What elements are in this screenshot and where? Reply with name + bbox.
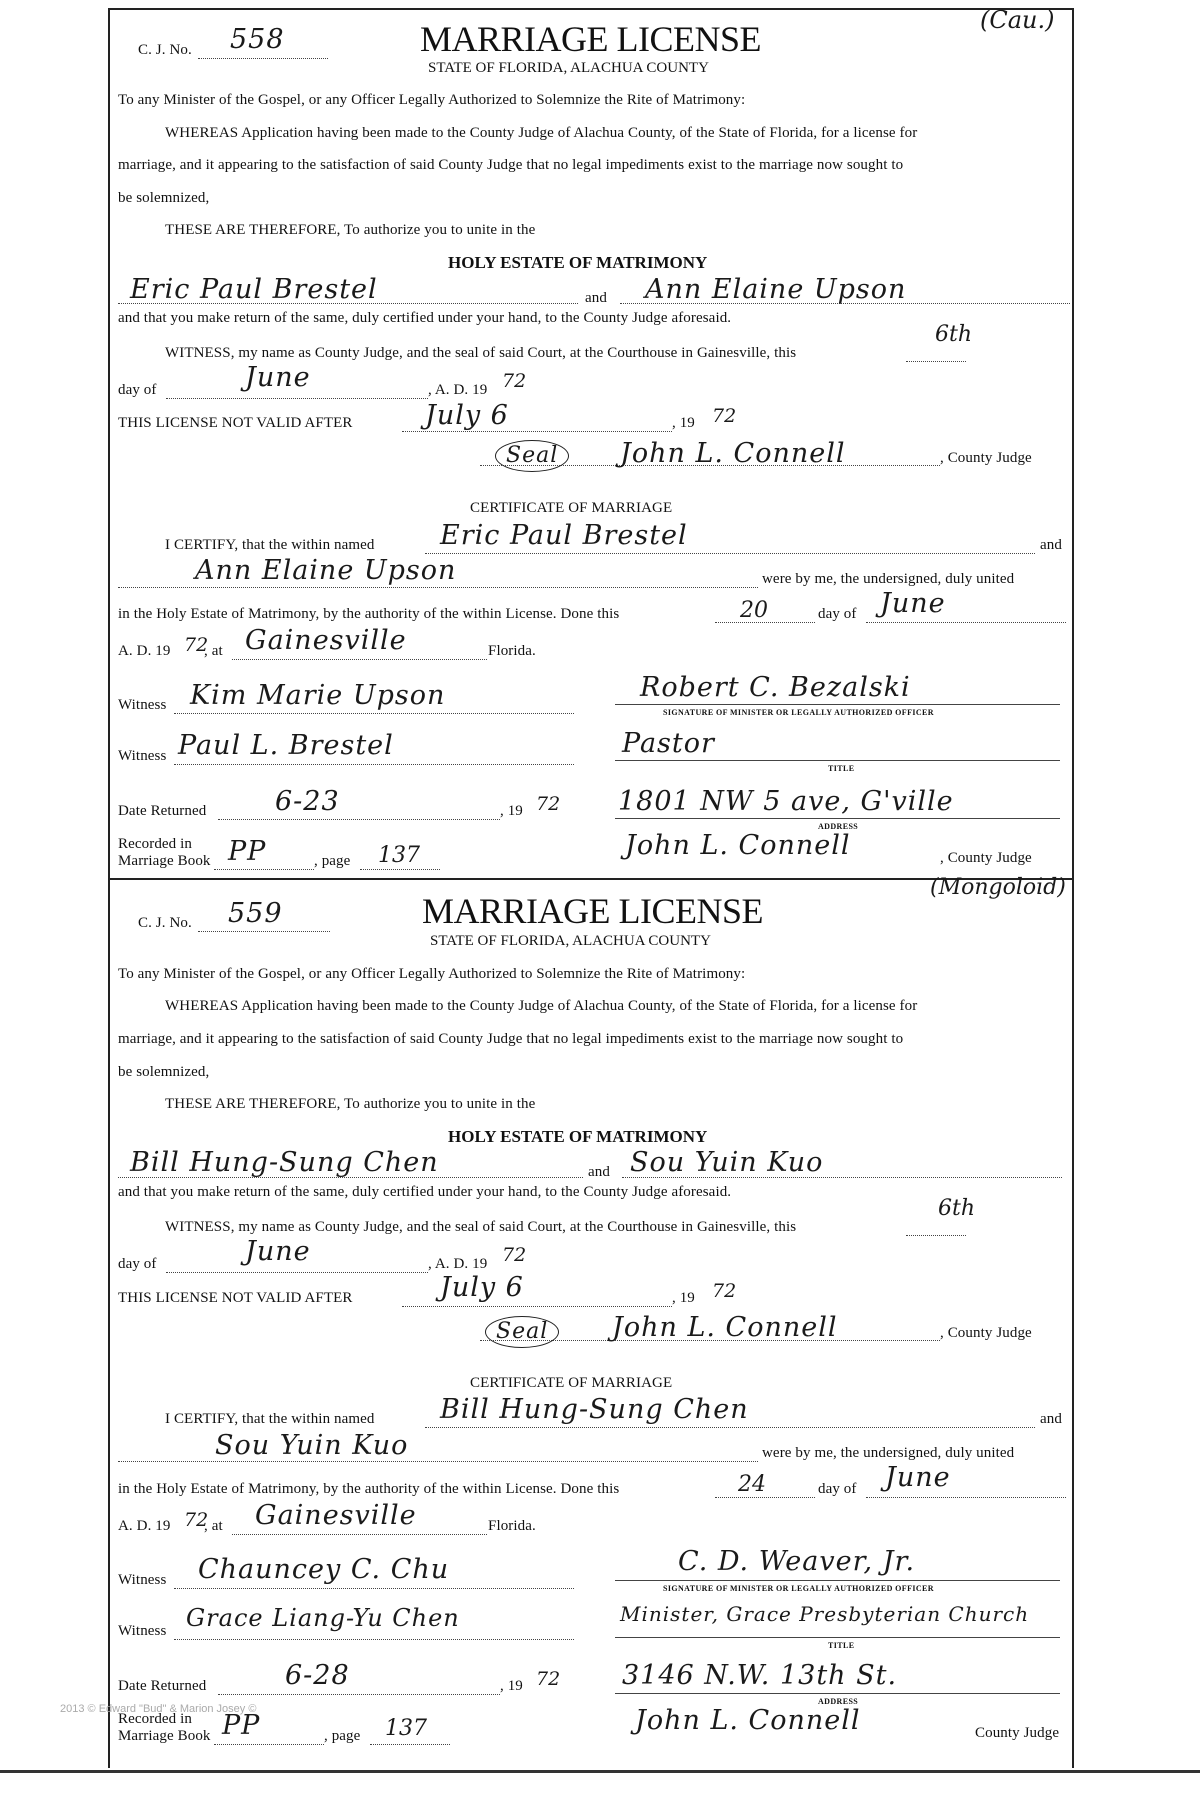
license-subtitle: STATE OF FLORIDA, ALACHUA COUNTY	[428, 60, 709, 76]
florida-label: Florida.	[488, 1518, 536, 1534]
page-line	[360, 869, 440, 870]
expire-year-label: , 19	[672, 415, 695, 431]
place-line	[232, 659, 487, 660]
witness-label-2: Witness	[118, 1623, 167, 1639]
done-month-line	[866, 1497, 1066, 1498]
expire-line	[402, 1306, 672, 1307]
cert-groom: Bill Hung-Sung Chen	[440, 1394, 749, 1425]
witness-label-2: Witness	[118, 748, 167, 764]
officer-address: 1801 NW 5 ave, G'ville	[618, 786, 954, 817]
cj-number: 558	[230, 24, 285, 55]
witness2-line	[174, 1639, 574, 1640]
officer-title: Minister, Grace Presbyterian Church	[620, 1602, 1030, 1626]
day-of-label-2: day of	[818, 1481, 857, 1497]
done-month-line	[866, 622, 1066, 623]
whereas-line-3: be solemnized,	[118, 1064, 210, 1080]
witness-label-1: Witness	[118, 1572, 167, 1588]
whereas-line-2: marriage, and it appearing to the satisfaction of said County Judge that no legal impediments exist to the marriage now sought to	[118, 157, 904, 173]
witness-2: Grace Liang-Yu Chen	[186, 1604, 460, 1632]
cert-bride: Sou Yuin Kuo	[215, 1430, 409, 1461]
issue-day: 6th	[938, 1196, 976, 1221]
issue-year: 72	[502, 1244, 527, 1266]
marriage-book-label: Marriage Book	[118, 1728, 211, 1744]
certify-text: I CERTIFY, that the within named	[165, 537, 375, 553]
returned-year-label: , 19	[500, 1678, 523, 1694]
margin-note: (Mongoloid)	[930, 875, 1066, 900]
title-line	[615, 1637, 1060, 1638]
marriage-book-label: Marriage Book	[118, 853, 211, 869]
officer-address: 3146 N.W. 13th St.	[622, 1660, 898, 1691]
cert-groom: Eric Paul Brestel	[440, 520, 688, 551]
cert-groom-line	[425, 1427, 1035, 1428]
officer-line	[615, 704, 1060, 705]
and-text: and	[588, 1164, 610, 1180]
at-label: , at	[204, 1518, 223, 1534]
ad-label-2: A. D. 19	[118, 1518, 171, 1534]
witness2-line	[174, 764, 574, 765]
florida-label: Florida.	[488, 643, 536, 659]
groom-name: Eric Paul Brestel	[130, 274, 378, 305]
page-label: , page	[314, 853, 351, 869]
ad-label-2: A. D. 19	[118, 643, 171, 659]
cert-and: and	[1040, 537, 1062, 553]
cert-groom-line	[425, 553, 1035, 554]
whereas-line-1: WHEREAS Application having been made to the County Judge of Alachua County, of the State of Florida, for a license for	[165, 998, 918, 1014]
cert-and: and	[1040, 1411, 1062, 1427]
address-label: ADDRESS	[818, 1697, 859, 1706]
therefore-text: THESE ARE THEREFORE, To authorize you to unite in the	[165, 222, 536, 238]
cert-bride-line	[118, 1461, 758, 1462]
whereas-line-2: marriage, and it appearing to the satisfaction of said County Judge that no legal impediments exist to the marriage now sought to	[118, 1031, 904, 1047]
officer-label: SIGNATURE OF MINISTER OR LEGALLY AUTHORIZED OFFICER	[663, 708, 934, 717]
cj-line	[198, 931, 330, 932]
issue-day-line	[906, 361, 966, 362]
judge-signature-2: John L. Connell	[625, 830, 851, 861]
book-page: 137	[385, 1716, 427, 1741]
book-page: 137	[378, 843, 420, 868]
salutation: To any Minister of the Gospel, or any Officer Legally Authorized to Solemnize the Rite of Matrimony:	[118, 92, 746, 108]
officer-signature: Robert C. Bezalski	[640, 672, 911, 703]
county-judge-label-2: County Judge	[975, 1725, 1060, 1741]
seal-mark: Seal	[485, 1316, 559, 1348]
cj-label: C. J. No.	[138, 915, 192, 931]
returned-year: 72	[536, 1668, 561, 1690]
license-title: MARRIAGE LICENSE	[422, 891, 763, 931]
license-subtitle: STATE OF FLORIDA, ALACHUA COUNTY	[430, 933, 711, 949]
cert-bride-line	[118, 587, 758, 588]
returned-year: 72	[536, 793, 561, 815]
expire-year-label: , 19	[672, 1290, 695, 1306]
book-line	[214, 1744, 324, 1745]
return-text: and that you make return of the same, duly certified under your hand, to the County Judge aforesaid.	[118, 1184, 732, 1200]
groom-name: Bill Hung-Sung Chen	[130, 1147, 439, 1178]
judge-signature: John L. Connell	[612, 1312, 838, 1343]
return-text: and that you make return of the same, duly certified under your hand, to the County Judge aforesaid.	[118, 310, 732, 326]
judge-signature: John L. Connell	[620, 438, 846, 469]
united-text: were by me, the undersigned, duly united	[762, 1445, 1015, 1461]
issue-month-line	[166, 1272, 428, 1273]
not-valid-label: THIS LICENSE NOT VALID AFTER	[118, 415, 353, 431]
united-text: were by me, the undersigned, duly united	[762, 571, 1015, 587]
holy-estate-heading: HOLY ESTATE OF MATRIMONY	[448, 1127, 708, 1146]
witness-1: Chauncey C. Chu	[198, 1554, 450, 1585]
ad-label: , A. D. 19	[428, 382, 488, 398]
recorded-label: Recorded in	[118, 1711, 192, 1727]
certificate-heading: CERTIFICATE OF MARRIAGE	[470, 1375, 673, 1391]
expire-line	[402, 431, 672, 432]
title-label: TITLE	[828, 1641, 855, 1650]
issue-month: June	[245, 362, 311, 393]
done-month: June	[885, 1462, 951, 1493]
county-judge-label: , County Judge	[940, 450, 1032, 466]
margin-note: (Cau.)	[980, 6, 1055, 34]
officer-signature: C. D. Weaver, Jr.	[678, 1546, 916, 1577]
cj-line	[198, 58, 328, 59]
address-line	[615, 1693, 1060, 1694]
and-text: and	[585, 290, 607, 306]
returned-line	[218, 819, 500, 820]
day-of-label: day of	[118, 1256, 157, 1272]
officer-label: SIGNATURE OF MINISTER OR LEGALLY AUTHORIZED OFFICER	[663, 1584, 934, 1593]
therefore-text: THESE ARE THEREFORE, To authorize you to unite in the	[165, 1096, 536, 1112]
place: Gainesville	[255, 1500, 417, 1531]
witness-text: WITNESS, my name as County Judge, and the seal of said Court, at the Courthouse in Gainesville, this	[165, 345, 797, 361]
witness-2: Paul L. Brestel	[178, 730, 394, 761]
not-valid-label: THIS LICENSE NOT VALID AFTER	[118, 1290, 353, 1306]
copyright-watermark: 2013 © Edward "Bud" & Marion Josey ©	[60, 1703, 257, 1715]
issue-year: 72	[502, 370, 527, 392]
done-month: June	[880, 588, 946, 619]
section-divider	[108, 878, 1072, 880]
marriage-book: PP	[222, 1710, 261, 1741]
whereas-line-3: be solemnized,	[118, 190, 210, 206]
address-line	[615, 818, 1060, 819]
witness-1: Kim Marie Upson	[190, 680, 446, 711]
page-label: , page	[324, 1728, 361, 1744]
holy-estate-heading: HOLY ESTATE OF MATRIMONY	[448, 253, 708, 272]
witness1-line	[174, 713, 574, 714]
day-of-label-2: day of	[818, 606, 857, 622]
date-returned: 6-23	[275, 786, 340, 817]
done-year: 72	[184, 634, 209, 656]
witness-label-1: Witness	[118, 697, 167, 713]
issue-month: June	[245, 1236, 311, 1267]
returned-year-label: , 19	[500, 803, 523, 819]
date-returned-label: Date Returned	[118, 803, 207, 819]
cj-number: 559	[228, 898, 283, 929]
certify-text: I CERTIFY, that the within named	[165, 1411, 375, 1427]
witness1-line	[174, 1588, 574, 1589]
holy-estate-text: in the Holy Estate of Matrimony, by the authority of the within License. Done this	[118, 1481, 620, 1497]
place-line	[232, 1534, 487, 1535]
county-judge-label-2: , County Judge	[940, 850, 1032, 866]
ad-label: , A. D. 19	[428, 1256, 488, 1272]
seal-mark: Seal	[495, 440, 569, 472]
expire-date: July 6	[425, 400, 509, 431]
bottom-rule	[0, 1770, 1200, 1773]
returned-line	[218, 1694, 500, 1695]
expire-year: 72	[712, 1280, 737, 1302]
place: Gainesville	[245, 625, 407, 656]
cert-bride: Ann Elaine Upson	[195, 555, 457, 586]
issue-day: 6th	[935, 322, 973, 347]
issue-day-line	[906, 1235, 966, 1236]
day-of-label: day of	[118, 382, 157, 398]
at-label: , at	[204, 643, 223, 659]
done-day: 20	[740, 598, 768, 623]
date-returned-label: Date Returned	[118, 1678, 207, 1694]
officer-title: Pastor	[622, 728, 715, 759]
witness-text: WITNESS, my name as County Judge, and the seal of said Court, at the Courthouse in Gainesville, this	[165, 1219, 797, 1235]
book-line	[214, 869, 314, 870]
whereas-line-1: WHEREAS Application having been made to the County Judge of Alachua County, of the State of Florida, for a license for	[165, 125, 918, 141]
cj-label: C. J. No.	[138, 42, 192, 58]
officer-line	[615, 1580, 1060, 1581]
done-day: 24	[738, 1472, 766, 1497]
certificate-heading: CERTIFICATE OF MARRIAGE	[470, 500, 673, 516]
expire-date: July 6	[440, 1272, 524, 1303]
address-label: ADDRESS	[818, 822, 859, 831]
done-year: 72	[184, 1509, 209, 1531]
bride-name: Ann Elaine Upson	[645, 274, 907, 305]
marriage-book: PP	[228, 836, 267, 867]
license-title: MARRIAGE LICENSE	[420, 19, 761, 59]
title-label: TITLE	[828, 764, 855, 773]
title-line	[615, 760, 1060, 761]
salutation: To any Minister of the Gospel, or any Officer Legally Authorized to Solemnize the Rite of Matrimony:	[118, 966, 746, 982]
holy-estate-text: in the Holy Estate of Matrimony, by the authority of the within License. Done this	[118, 606, 620, 622]
issue-month-line	[166, 398, 428, 399]
page-line	[370, 1744, 450, 1745]
date-returned: 6-28	[285, 1660, 350, 1691]
expire-year: 72	[712, 405, 737, 427]
done-day-line	[715, 1497, 815, 1498]
county-judge-label: , County Judge	[940, 1325, 1032, 1341]
bride-name: Sou Yuin Kuo	[630, 1147, 824, 1178]
judge-signature-2: John L. Connell	[635, 1705, 861, 1736]
recorded-label: Recorded in	[118, 836, 192, 852]
